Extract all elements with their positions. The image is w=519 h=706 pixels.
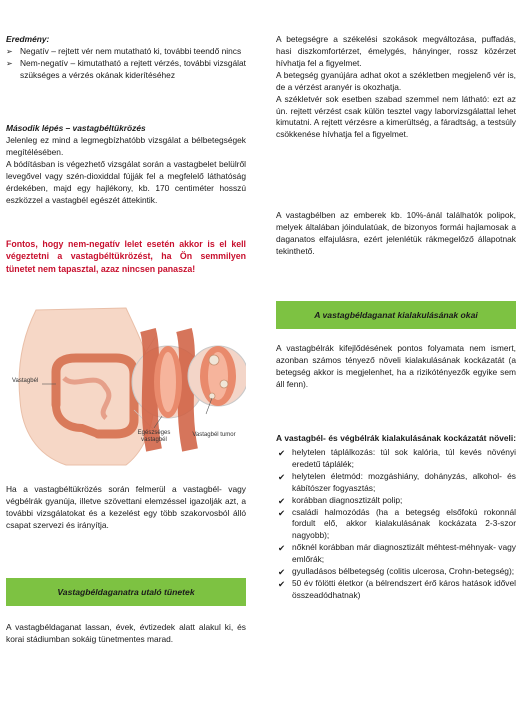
risk-list: [276, 447, 516, 602]
checkmark-bullet-icon: ✔: [278, 495, 286, 506]
checkmark-bullet-icon: ✔: [278, 567, 286, 578]
paragraph: A betegség gyanújára adhat okot a székletben megjelenő vér is, de a vérzést aranyér is okozhatja.: [276, 69, 516, 92]
arrow-bullet-icon: ➢: [6, 46, 13, 56]
list-item: ➢ Nem-negatív – kimutatható a rejtett vérzés, további vizsgálat szükséges a vérzés okának kiderítéséhez: [6, 57, 246, 80]
checkmark-bullet-icon: ✔: [278, 507, 286, 518]
list-item: ✔ nőknél korábban már diagnosztizált méhtest-méhnyak- vagy emlőrák;: [278, 542, 516, 565]
step2-section: [6, 123, 246, 206]
step2-title: Második lépés – vastagbéltükrözés: [6, 123, 146, 133]
checkmark-bullet-icon: ✔: [278, 543, 286, 554]
list-item: ✔ gyulladásos bélbetegség (colitis ulcerosa, Crohn-betegség);: [278, 566, 515, 578]
list-item: ✔ korábban diagnosztizált polip;: [278, 494, 403, 506]
symptoms-text: [276, 34, 516, 141]
warning-text: Fontos, hogy nem-negatív lelet esetén akkor is el kell végeztetni a vastagbéltükrözést, ha Ön semmilyen tünetet nem tapasztal, azaz nincsen panasza!: [6, 239, 246, 274]
symptoms-heading: Vastagbéldaganatra utaló tünetek: [6, 578, 246, 606]
list-item: ✔ családi halmozódás (ha a betegség elsőfokú rokonnál fordult elő, akkor kialakulásának kockázata 2-3-szor nagyobb);: [278, 506, 516, 541]
risk-title: A vastagbél- és végbélrák kialakulásának kockázatát növeli:: [276, 433, 516, 443]
risk-section: [276, 433, 516, 602]
checkmark-bullet-icon: ✔: [278, 471, 286, 482]
after-figure-paragraph: Ha a vastagbéltükrözés során felmerül a vastagbél- vagy végbélrák gyanúja, illetve szövettani elemzéssel igazolják azt, a további vizsgálatokat és a kezelést egy több szakorvosból álló csapat szervezi és irányítja.: [6, 484, 246, 530]
arrow-bullet-icon: ➢: [6, 58, 13, 68]
symptoms-paragraph: A vastagbéldaganat lassan, évek, évtizedek alatt alakul ki, és korai stádiumban sokáig tünetmentes marad.: [6, 622, 246, 644]
list-item: ➢ Negatív – rejtett vér nem mutatható ki, további teendő nincs: [6, 45, 242, 56]
figure-label-tumor: Vastagbél tumor: [192, 432, 236, 438]
checkmark-bullet-icon: ✔: [278, 579, 286, 590]
figure-label-healthy: Egészséges vastagbél: [137, 430, 171, 443]
colon-illustration: [6, 300, 246, 468]
causes-paragraph: A vastagbélrák kifejlődésének pontos folyamata nem ismert, azonban számos tényező növeli kialakulásának kockázatát (a betegség akkor is megjelenhet, ha a rizikótényezők egyike sem áll fenn).: [276, 343, 516, 389]
step2-paragraph: Jelenleg ez mind a legmegbízhatóbb vizsgálat a bélbetegségek megítélésében.: [6, 134, 246, 157]
paragraph: A betegségre a székelési szokások megváltozása, puffadás, hasi diszkomfortérzet, émelygés, hányinger, rossz közérzet hívhatja fel a figyelmet.: [276, 34, 516, 68]
paragraph: A székletvér sok esetben szabad szemmel nem látható: ezt az ún. rejtett vérzést csak külön tesztel vagy laborvizsgálattal lehet kimutatni. A rejtett vérzésre a kimerültség, a fáradtság, a testsúly csökkenése hívhatja fel a figyelmet.: [276, 93, 516, 140]
result-title: Eredmény:: [6, 34, 50, 44]
figure-label-colon: Vastagbél: [12, 378, 39, 384]
list-item: ✔ 50 év fölötti életkor (a bélrendszert érő káros hatások idővel összeadódhatnak): [278, 578, 516, 600]
step2-paragraph: A bódításban is végezhető vizsgálat során a vastagbelet belülről levegővel vagy szén-dioxiddal fújják fel a megfelelő láthatóság érdekében, majd egy hajlékony, kb. 170 centiméter hosszú eszközzel a vastagbél egészét áttekintik.: [6, 158, 246, 205]
list-item: ✔ helytelen táplálkozás: túl sok kalória, túl kevés növényi eredetű táplálék;: [278, 446, 516, 469]
checkmark-bullet-icon: ✔: [278, 447, 286, 458]
causes-heading: A vastagbéldaganat kialakulásának okai: [276, 301, 516, 329]
polyp-paragraph: A vastagbélben az emberek kb. 10%-ánál találhatók polipok, melyek általában jóindulatúak, de bizonyos formái hajlamosak a daganatos elfajulásra, ezért jelenlétük rákmegelőző állapotnak tekinthető.: [276, 210, 516, 256]
result-list: [6, 46, 246, 82]
list-item: ✔ helytelen életmód: mozgáshiány, dohányzás, alkohol- és kábítószer fogyasztás;: [278, 470, 516, 493]
result-section: [6, 34, 246, 82]
